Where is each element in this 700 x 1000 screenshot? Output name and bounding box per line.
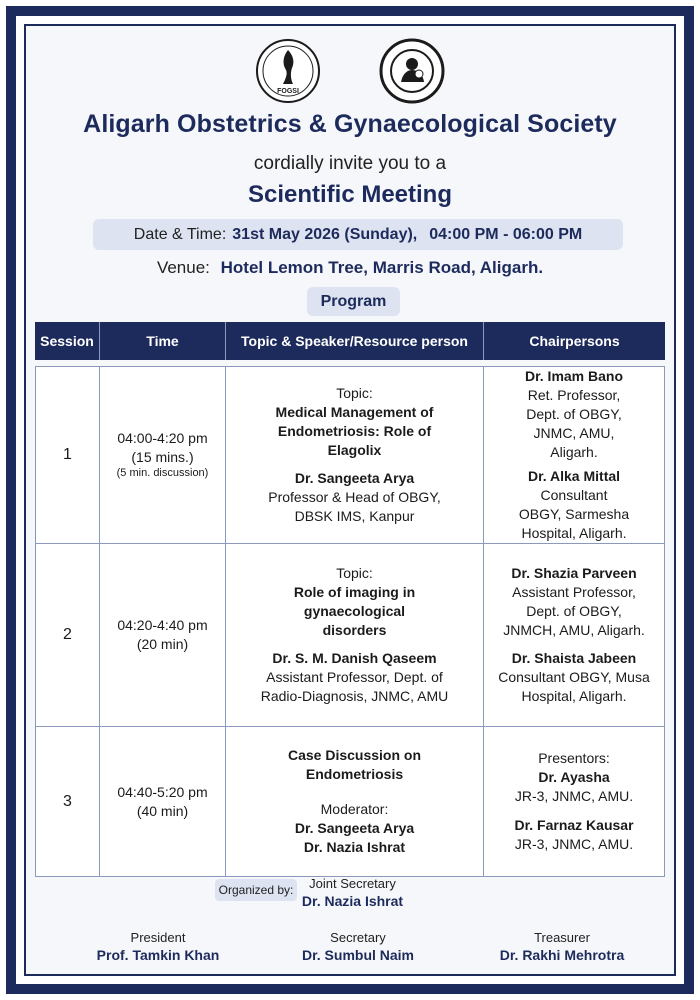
topic-cell [226, 366, 484, 544]
discussion-note: (5 min. discussion) [116, 467, 209, 480]
organized-by-badge: Organized by: [215, 879, 297, 901]
speaker-name: Dr. S. M. Danish Qaseem [272, 650, 437, 667]
session-number: 1 [35, 366, 100, 544]
joint-secretary-name: Dr. Nazia Ishrat [301, 893, 404, 909]
topic-cell [226, 544, 484, 727]
presentor-name: Dr. Farnaz Kausar [514, 816, 634, 833]
topic-title: Medical Management of Endometriosis: Role of Elagolix [275, 403, 434, 458]
venue-label: Venue: [156, 258, 210, 277]
chair-name: Dr. Imam Bano [524, 368, 624, 384]
chair-name: Dr. Shazia Parveen [511, 564, 637, 581]
invite-line: cordially invite you to a [253, 153, 447, 174]
presentor-detail: JR-3, JNMC, AMU. [514, 788, 634, 805]
event-title: Scientific Meeting [247, 181, 453, 208]
society-seal-icon [379, 38, 445, 104]
treasurer-role: Treasurer [534, 930, 590, 945]
presentor-detail: JR-3, JNMC, AMU. [514, 835, 634, 852]
logo-row [0, 38, 700, 104]
session-number: 3 [35, 727, 100, 877]
treasurer-name: Dr. Rakhi Mehrotra [499, 947, 625, 963]
secretary-name: Dr. Sumbul Naim [301, 947, 415, 963]
society-title: Aligarh Obstetrics & Gynaecological Society [83, 110, 617, 138]
svg-text:FOGSI: FOGSI [277, 88, 299, 95]
header-session: Session [35, 322, 100, 360]
time-range: 04:00-4:20 pm [117, 429, 208, 446]
chair-name: Dr. Shaista Jabeen [511, 650, 637, 667]
time-range: 04:20-4:40 pm [117, 617, 208, 634]
duration: (40 min) [136, 802, 189, 819]
header-chairpersons: Chairpersons [484, 322, 665, 360]
joint-secretary-role: Joint Secretary [309, 876, 396, 891]
fogsi-logo-icon [255, 38, 321, 104]
topic-cell [226, 727, 484, 877]
president-block [58, 930, 258, 963]
session-time [100, 366, 226, 544]
president-name: Prof. Tamkin Khan [96, 947, 220, 963]
president-role: President [130, 930, 186, 945]
chairpersons-cell [484, 544, 665, 727]
chairpersons-cell [484, 366, 665, 544]
secretary-block [258, 930, 458, 963]
topic-title: Case Discussion on Endometriosis [287, 747, 422, 783]
speaker-name: Dr. Sangeeta Arya [294, 470, 415, 487]
table-row [35, 544, 665, 727]
chair-detail: Assistant Professor, Dept. of OBGY, JNMCH, AMU, Aligarh. [503, 583, 645, 638]
chair-name: Dr. Alka Mittal [527, 468, 621, 485]
presentors-cell [484, 727, 665, 877]
moderator-name: Dr. Sangeeta Arya [294, 819, 415, 836]
speaker-detail: Professor & Head of OBGY, DBSK IMS, Kanpur [268, 489, 441, 525]
session-number: 2 [35, 544, 100, 727]
treasurer-block [462, 930, 662, 963]
time-range: 04:40-5:20 pm [117, 783, 208, 800]
speaker-detail: Assistant Professor, Dept. of Radio-Diagnosis, JNMC, AMU [260, 669, 449, 705]
chair-detail: Consultant OBGY, Sarmesha Hospital, Aligarh. [518, 487, 630, 542]
program-table [35, 322, 665, 877]
duration: (20 min) [136, 636, 189, 653]
moderator-label: Moderator: [320, 801, 389, 818]
table-row [35, 366, 665, 544]
date-value: 31st May 2026 (Sunday), [232, 225, 418, 243]
presentors-label: Presentors: [538, 750, 610, 767]
session-time [100, 727, 226, 877]
moderator-name: Dr. Nazia Ishrat [303, 838, 406, 855]
date-time-bar [93, 219, 623, 250]
secretary-role: Secretary [330, 930, 386, 945]
date-label: Date & Time: [133, 225, 227, 243]
header-time: Time [100, 322, 226, 360]
chair-detail: Consultant OBGY, Musa Hospital, Aligarh. [498, 669, 650, 705]
session-time [100, 544, 226, 727]
table-row [35, 727, 665, 877]
duration: (15 mins.) [131, 448, 194, 465]
chair-detail: Ret. Professor, Dept. of OBGY, JNMC, AMU, Aligarh. [526, 386, 622, 460]
presentor-name: Dr. Ayasha [538, 769, 610, 786]
venue-line [0, 258, 700, 278]
table-header-row [35, 322, 665, 360]
topic-label: Topic: [336, 564, 373, 581]
header-topic: Topic & Speaker/Resource person [226, 322, 484, 360]
time-value: 04:00 PM - 06:00 PM [429, 225, 583, 243]
program-badge: Program [307, 287, 400, 316]
venue-value: Hotel Lemon Tree, Marris Road, Aligarh. [220, 258, 544, 277]
topic-label: Topic: [336, 384, 373, 401]
topic-title: Role of imaging in gynaecological disorders [293, 583, 416, 638]
